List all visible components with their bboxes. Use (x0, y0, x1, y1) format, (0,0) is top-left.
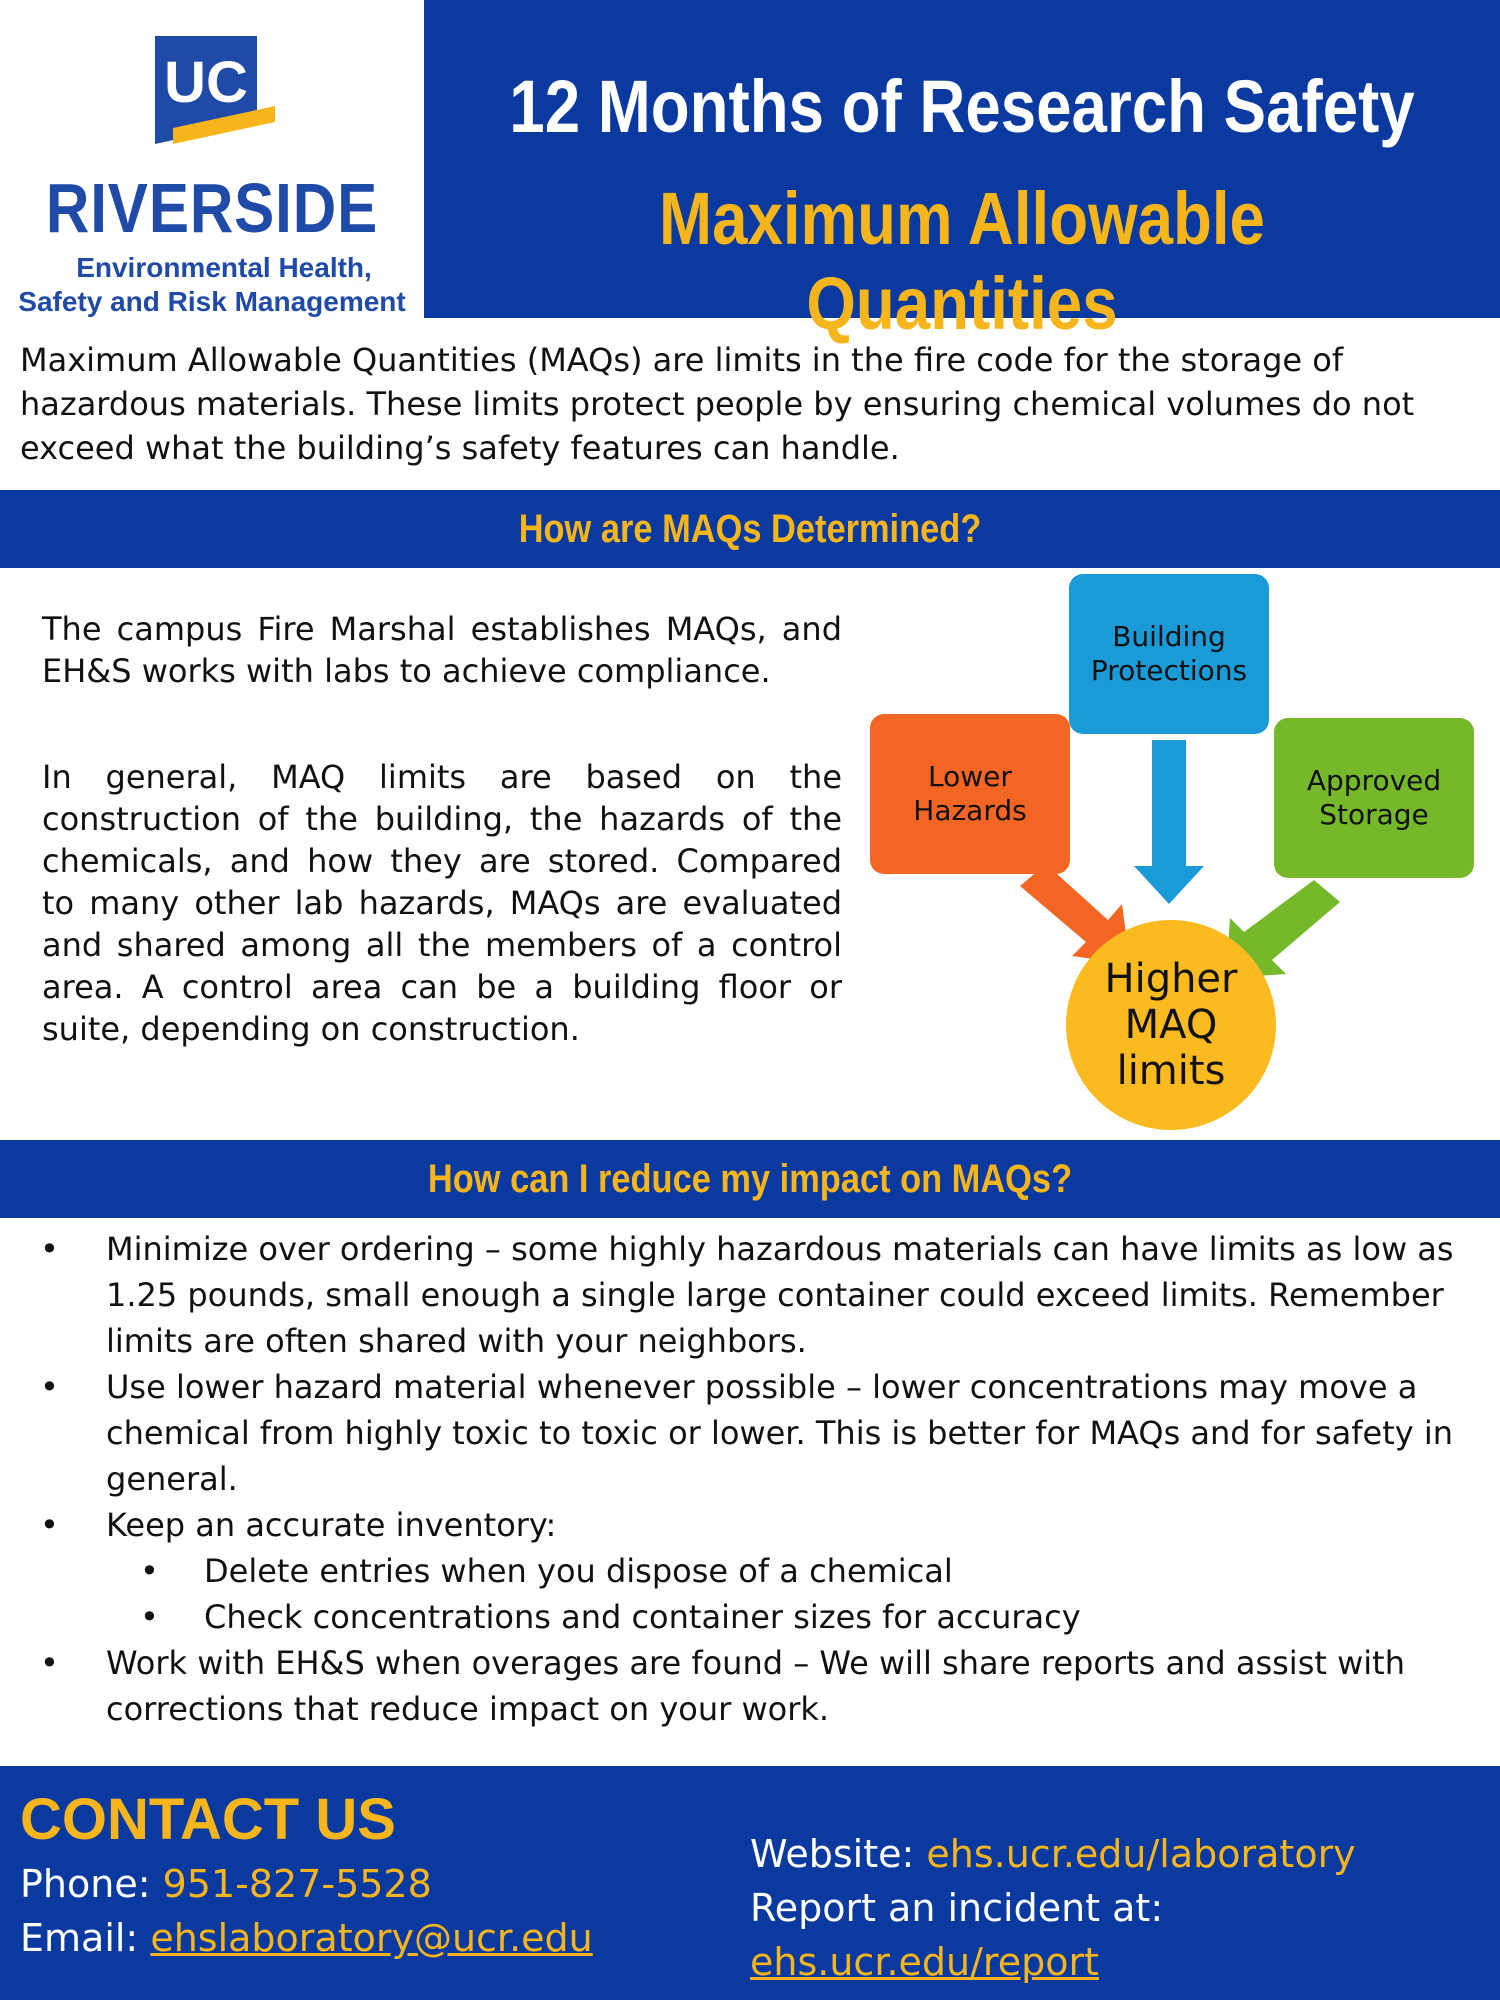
reduce-impact-list (36, 1226, 1476, 1732)
bullet-text-lower-hazard: Use lower hazard material whenever possible – lower concentrations may move a chemical from highly toxic to toxic or lower. This is better for MAQs and for safety in general. (106, 1368, 1454, 1498)
uc-shield-logo (155, 36, 275, 144)
bullet-icon: • (40, 1644, 59, 1682)
dept-line-1: Environmental Health, (76, 252, 372, 283)
sub-list-item (36, 1594, 1476, 1640)
approved-storage-box: Approved Storage (1274, 718, 1474, 878)
bullet-text-inventory: Keep an accurate inventory: (106, 1506, 557, 1544)
section-heading-bar-reduce (0, 1140, 1500, 1218)
bullet-text-overages: Work with EH&S when overages are found – We will share reports and assist with corrections that reduce impact on your work. (106, 1644, 1405, 1728)
section-heading-bar-determined (0, 490, 1500, 568)
website-link[interactable]: ehs.ucr.edu/laboratory (926, 1832, 1356, 1876)
section-heading-reduce: How can I reduce my impact on MAQs? (427, 1157, 1073, 1201)
building-protections-box: Building Protections (1069, 574, 1269, 734)
contact-title: CONTACT US (20, 1787, 396, 1852)
email-line (20, 1916, 593, 1960)
sub-list-item (36, 1548, 1476, 1594)
maq-factors-diagram (860, 568, 1500, 1128)
email-label: Email: (20, 1916, 151, 1960)
bullet-icon: • (40, 1230, 59, 1268)
page-title: 12 Months of Research Safety (509, 65, 1415, 148)
website-label: Website: (750, 1832, 927, 1876)
section-heading-determined: How are MAQs Determined? (518, 507, 982, 551)
list-item (36, 1226, 1476, 1364)
higher-maq-limits-circle: Higher MAQ limits (1066, 920, 1276, 1130)
phone-number[interactable]: 951-827-5528 (162, 1862, 432, 1906)
website-line (750, 1832, 1356, 1876)
bullet-icon: • (40, 1506, 59, 1544)
ucr-logo (0, 0, 424, 318)
header-band (424, 0, 1500, 345)
campus-name: RIVERSIDE (45, 169, 379, 247)
contact-footer (0, 1766, 1500, 2000)
down-arrow-icon (1134, 740, 1204, 904)
sub-text-delete: Delete entries when you dispose of a chemical (204, 1552, 953, 1590)
page-subtitle: Maximum Allowable Quantities (659, 177, 1265, 345)
bullet-icon: • (140, 1552, 159, 1590)
lower-hazards-box: Lower Hazards (870, 714, 1070, 874)
list-item (36, 1640, 1476, 1732)
list-item (36, 1364, 1476, 1502)
intro-paragraph: Maximum Allowable Quantities (MAQs) are limits in the fire code for the storage of hazardous materials. These limits protect people by ensuring chemical volumes do not exceed what the building’s safety features can handle. (20, 341, 1415, 467)
fire-marshal-paragraph: The campus Fire Marshal establishes MAQs, and EH&S works with labs to achieve compliance. (42, 610, 842, 690)
bullet-text-ordering: Minimize over ordering – some highly hazardous materials can have limits as low as 1.25 pounds, small enough a single large container could exceed limits. Remember limits are often shared with your neighbors. (106, 1230, 1454, 1360)
report-label: Report an incident at: (750, 1886, 1164, 1930)
sub-text-check: Check concentrations and container sizes for accuracy (204, 1598, 1081, 1636)
dept-line-2: Safety and Risk Management (18, 286, 406, 317)
uc-letters: UC (164, 50, 248, 115)
list-item (36, 1502, 1476, 1548)
phone-line (20, 1862, 432, 1906)
report-link[interactable]: ehs.ucr.edu/report (750, 1940, 1099, 1984)
email-link[interactable]: ehslaboratory@ucr.edu (150, 1916, 593, 1960)
bullet-icon: • (40, 1368, 59, 1406)
maq-limits-paragraph: In general, MAQ limits are based on the construction of the building, the hazards of the chemicals, and how they are stored. Compared to many other lab hazards, MAQs are evaluated and shared among all the members of a control area. A control area can be a building floor or suite, depending on construction. (42, 758, 842, 1048)
bullet-icon: • (140, 1598, 159, 1636)
phone-label: Phone: (20, 1862, 163, 1906)
report-link-line (750, 1940, 1099, 1984)
